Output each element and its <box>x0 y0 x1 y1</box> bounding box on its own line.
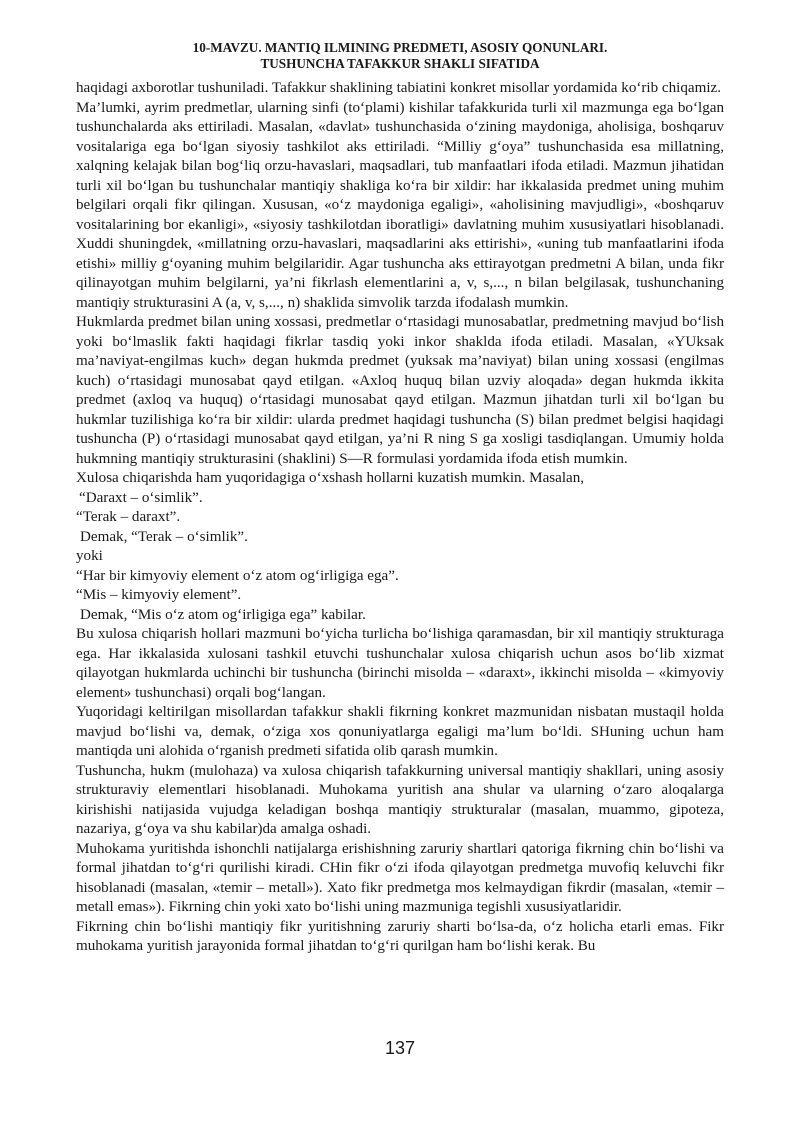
chapter-title-line-1: 10-MAVZU. MANTIQ ILMINING PREDMETI, ASOSIY QONUNLARI. <box>192 40 608 55</box>
page-number: 137 <box>384 1038 416 1058</box>
example-line: “Mis – kimyoviy element”. <box>76 587 242 603</box>
chapter-header <box>76 40 724 72</box>
example-line: yoki <box>76 548 103 564</box>
paragraph: haqidagi axborotlar tushuniladi. Tafakkur shaklining tabiatini konkret misollar yordamida ko‘rib chiqamiz. <box>76 80 722 96</box>
paragraph: Bu xulosa chiqarish hollari mazmuni bo‘yicha turlicha bo‘lishiga qaramasdan, bir xil mantiqiy strukturaga ega. Har ikkalasida xulosani tashkil etuvchi tushunchalar xulosa chiqarish uchun asos bo‘lib xizmat qilayotgan hukmlarda uchinchi bir tushuncha (birinchi misolda – «daraxt», ikkinchi misolda – «kimyoviy element» tushunchasi) orqali bog‘langan. <box>76 626 724 701</box>
example-line: Demak, “Terak – o‘simlik”. <box>80 528 248 545</box>
paragraph: Ma’lumki, ayrim predmetlar, ularning sinfi (to‘plami) kishilar tafakkurida turli xil mazmunga ega bo‘lgan tushunchalarda aks ettiriladi. Masalan, «davlat» tushunchasida o‘zining maydoniga, aholisiga, boshqaruv vositalariga ega bo‘lgan siyosiy tashkilot aks ettiriladi. “Milliy g‘oya” tushunchasida esa millatning, xalqning kelajak bilan bog‘liq orzu-havaslari, maqsadlari, tub manfaatlari ifoda etiladi. Mazmun jihatidan turli xil bo‘lgan bu tushunchalar mantiqiy shakliga ko‘ra bir xildir: har ikkalasida predmet uning muhim belgilari orqali fikr qilingan. Xususan, «o‘z maydoniga egaligi», «aholisining mavjudligi», «boshqaruv vositalarining bor ekanligi», «siyosiy tashkilotdan iboratligi» davlatning muhim xususiyatlari hisoblanadi. Xuddi shuningdek, «millatning orzu-havaslari, maqsadlarini aks ettirishi», «uning tub manfaatlarini ifoda etishi» milliy g‘oyaning muhim belgilaridir. Agar tushuncha aks ettirayotgan predmetni A bilan, unda fikr qilinayotgan muhim belgilarni, ya’ni fikrlash elementlarini a, v, s,..., n bilan belgilasak, tushunchaning mantiqiy strukturasini A (a, v, s,..., n) shaklida simvolik tarzda ifodalash mumkin. <box>76 99 724 311</box>
body-text <box>76 79 724 957</box>
example-line: “Har bir kimyoviy element o‘z atom og‘irligiga ega”. <box>76 567 399 584</box>
example-line: “Terak – daraxt”. <box>76 509 181 525</box>
paragraph: Muhokama yuritishda ishonchli natijalarga erishishning zaruriy shartlari qatoriga fikrning chin bo‘lishi va formal jihatdan to‘g‘ri qurilishi kiradi. CHin fikr o‘zi ifoda qilayotgan predmetga muvofiq keluvchi fikr hisoblanadi (masalan, «temir – metall»). Xato fikr predmetga mos kelmaydigan fikrdir (masalan, «temir – metall emas»). Fikrning chin yoki xato bo‘lishi uning mazmuniga tegishli xususiyatlaridir. <box>76 840 724 915</box>
paragraph: Fikrning chin bo‘lishi mantiqiy fikr yuritishning zaruriy sharti bo‘lsa-da, o‘z holicha etarli emas. Fikr muhokama yuritish jarayonida formal jihatdan to‘g‘ri qurilgan ham bo‘lishi kerak. Bu <box>76 918 724 954</box>
example-line: Demak, “Mis o‘z atom og‘irligiga ega” kabilar. <box>80 606 366 623</box>
paragraph: Hukmlarda predmet bilan uning xossasi, predmetlar o‘rtasidagi munosabatlar, predmetning mavjud bo‘lish yoki bo‘lmaslik fakti haqidagi fikrlar tasdiq yoki inkor shaklda ifoda etiladi. Masalan, «YUksak ma’naviyat-engilmas kuch» degan hukmda predmet (yuksak ma’naviyat) bilan uning xossasi (engilmas kuch) o‘rtasidagi munosabat qayd etilgan. «Axloq huquq bilan uzviy aloqada» degan hukmda ikkita predmet (axloq va huquq) o‘rtasidagi munosabat qayd etilgan. Mazmun jihatdan turli xil bo‘lgan bu hukmlar tuzilishiga ko‘ra bir xildir: ularda predmet haqidagi tushuncha (S) bilan predmet belgisi haqidagi tushuncha (P) o‘rtasidagi munosabat qayd etilgan, ya’ni R ning S ga xosligi tasdiqlangan. Umumiy holda hukmning mantiqiy strukturasini (shaklini) S—R formulasi yordamida ifoda etish mumkin. <box>76 314 724 467</box>
example-line: “Daraxt – o‘simlik”. <box>79 489 203 506</box>
paragraph: Xulosa chiqarishda ham yuqoridagiga o‘xshash hollarni kuzatish mumkin. Masalan, <box>76 470 585 486</box>
paragraph: Tushuncha, hukm (mulohaza) va xulosa chiqarish tafakkurning universal mantiqiy shakllari, uning asosiy strukturaviy elementlari hisoblanadi. Muhokama yuritish ana shular va ularning o‘zaro aloqalarga kirishishi natijasida vujudga keladigan boshqa mantiqiy strukturalar (masalan, muammo, gipoteza, nazariya, g‘oya va shu kabilar)da amalga oshadi. <box>76 762 724 837</box>
chapter-title-line-2: TUSHUNCHA TAFAKKUR SHAKLI SIFATIDA <box>260 56 540 71</box>
document-page <box>76 40 724 957</box>
paragraph: Yuqoridagi keltirilgan misollardan tafakkur shakli fikrning konkret mazmunidan nisbatan mustaqil holda mavjud bo‘lishi va, demak, o‘ziga xos qonuniyatlarga egaligi ma’lum bo‘ldi. SHuning uchun ham mantiqda uni alohida o‘rganish predmeti sifatida olib qarash mumkin. <box>76 704 724 759</box>
